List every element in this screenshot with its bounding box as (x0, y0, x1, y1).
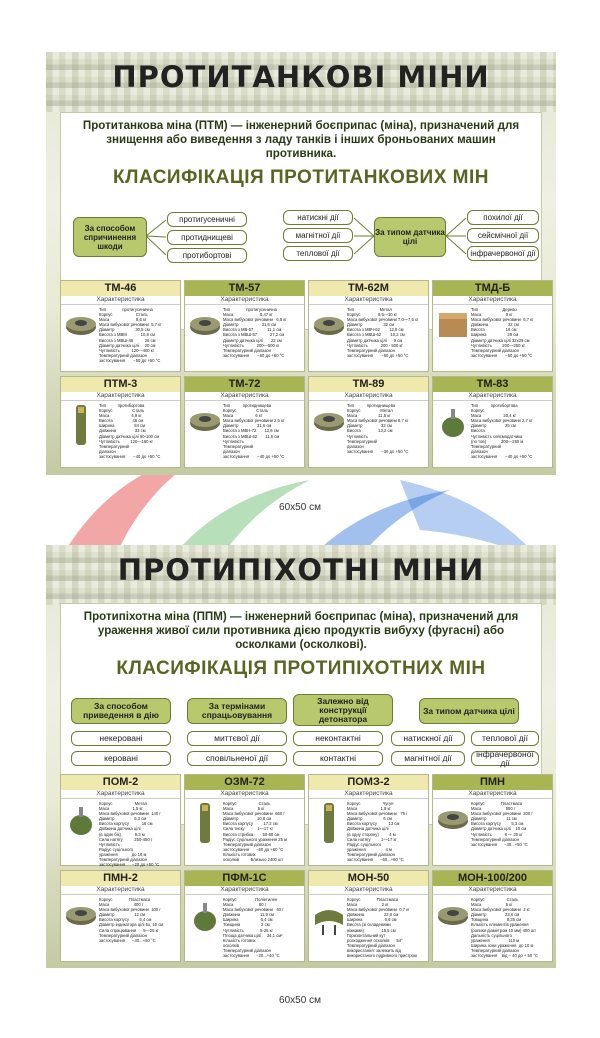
mine-specs: Тип протибортова Корпус Маса 20,4 кг Маса вибухової речовини 2,7 кг Діаметр 25 см Висота Чутливість сейсмодатчика (по тов) 200—250 м Температурний діапазон застосування −40 до +50 °С (471, 403, 533, 459)
characteristics-label: Характеристика (309, 296, 428, 305)
mine-specs: Тип Дерево Маса 9 кг Маса вибухової речовини 6,7 кг Довжина 32 см Висота 16 см Ширина 29 см Діаметр датчика цілі 32х29 см Чутливість 200—250 кг Температурний діапазон застосування −50 до +50 °С (471, 307, 534, 358)
mine-image (436, 403, 470, 449)
size-caption: 60х50 см (279, 502, 321, 513)
definition-text: Протипіхотна міна (ППМ) — інженерний боєприпас (міна), призначений для ураження живої сили противника дією продуктів вибуху (фугасні) або осколками (осколкові). (83, 610, 519, 651)
mine-name: ПМН (433, 775, 552, 790)
definition-text: Протитанкова міна (ПТМ) — інженерний боєприпас (міна), призначений для знищення або виведення з ладу танків і інших броньованих машин противника. (82, 119, 520, 160)
mine-card (60, 774, 181, 866)
class-item: натискної дії (391, 731, 465, 746)
mine-image (64, 307, 98, 353)
class-item: інфрачервоної дії (471, 751, 539, 766)
mine-name: ТМ-83 (433, 377, 552, 392)
class-item: сейсмічної дії (467, 228, 539, 243)
characteristics-label: Характеристика (61, 790, 180, 799)
mine-specs: Корпус Метал Маса 1,5 кг Маса вибухової речовини 140 г Діаметр 6,3 см Висота корпусу 18 см Довжина датчика цілі (в один бік) 9,3 м Сила натягу 250-450 г Чутливість Радіус суцільного ураження до 16 м Температурний діапазон застосування −20 до +50 °С (99, 801, 161, 868)
mine-card (308, 774, 429, 866)
class-item: протиднищеві (167, 230, 247, 245)
mine-name: МОН-100/200 (433, 871, 552, 886)
mine-card (184, 870, 305, 962)
mine-card (60, 376, 181, 468)
mine-specs: Тип протиднищева Корпус Сталь Маса 6 кг Маса вибухової речовини 2,5 кг Діаметр 31,6 см Висота з МВН-72 12,6 см Висота з МВШ-62 11,5 см Чутливість Температурний діапазон застосування −40 до +50 °С (223, 403, 285, 459)
characteristics-label: Характеристика (61, 392, 180, 401)
characteristics-label: Характеристика (185, 296, 304, 305)
mine-image (312, 801, 346, 847)
mine-card (308, 870, 429, 962)
mine-name: ПОМ-2 (61, 775, 180, 790)
mine-image (312, 307, 346, 353)
class-item: сповільненої дії (187, 751, 287, 766)
class-item: протибортові (167, 248, 247, 263)
mine-specs: Тип протигусенична Маса 8,47 кг Маса вибухової речовини 6,5 кг Діаметр 31,6 см Висота з МВ-57 11,1 см Висота з МВШ-57 27,2 см Діаметр датчика цілі 22 см Чутливість 200—500 кг Температурний діапазон застосування −60 до +60 °С (223, 307, 287, 358)
mine-name: ПОМЗ-2 (309, 775, 428, 790)
mine-image (188, 801, 222, 847)
mine-image (64, 801, 98, 847)
mine-card (184, 280, 305, 372)
mine-specs: Тип протигусеничнa Корпус Сталь Маса 8,6 кг Маса вибухової речовини 5,7 кг Діаметр 30,5 см Висота з МВМ 10,8 см Висота з МВШ-46 26 см Діаметр датчика цілі 20 см Чутливість 120—400 кг Температурний діапазон застосування −50 до +50 °С (99, 307, 162, 363)
class-item: інфрачервоної дії (467, 246, 539, 261)
mine-card (432, 870, 553, 962)
mine-image (188, 897, 222, 943)
class-item: некеровані (71, 731, 171, 746)
mine-name: ПМН-2 (61, 871, 180, 886)
class-item: магнітної дії (283, 228, 353, 243)
mine-card (184, 376, 305, 468)
mine-card (60, 280, 181, 372)
mine-name: ТМ-72 (185, 377, 304, 392)
mine-specs: Корпус Пластмаса Маса 2 кг Маса вибухової речовини 0,7 кг Довжина 22,6 см Ширина 6,6 см Висота (зі складеними ніжками) 15,5 см Горизонтальний кут розходження осколків 54° Температурний діапазон використання: залежить від використаного підривного пристрою (347, 897, 418, 959)
mine-card (60, 870, 181, 962)
class-item: натискні дії (283, 210, 353, 225)
mine-image (188, 403, 222, 449)
characteristics-label: Характеристика (433, 790, 552, 799)
poster-title: ПРОТИТАНКОВІ МІНИ (112, 60, 490, 94)
characteristics-label: Характеристика (185, 886, 304, 895)
mine-name: ТМ-89 (309, 377, 428, 392)
class-item: теплової дії (471, 731, 539, 746)
mine-specs: Корпус Пластмаса Маса 400 г Маса вибухової речовини 100 г Діаметр 12 см Висота корпусу 5,4 см Діаметр індикатора цілі 6х, 10 см Сила спрацювання 5—25 кг Температурний діапазон застосування −40...+50 °С (99, 897, 164, 943)
characteristics-label: Характеристика (61, 296, 180, 305)
class-item: магнітної дії (391, 751, 465, 766)
mine-image (312, 897, 346, 943)
class-item: похилої дії (467, 210, 539, 225)
mine-image (312, 403, 346, 449)
mine-image (64, 403, 98, 449)
mine-image (436, 897, 470, 943)
classification-heading: КЛАСИФІКАЦІЯ ПРОТИТАНКОВИХ МІН (113, 167, 489, 188)
mine-image (188, 307, 222, 353)
mine-specs: Корпус Поліетилен Маса 80 г Маса вибухової речовини 40 г Довжина 11,9 см Ширина 6,4 см Товщина 2 см Чутливість 5-25 кг Площа датчика цілі 34,1 см² Кількість готових осколків Температурний діапазон застосування −20...+40 °С (223, 897, 284, 959)
mine-specs: Тип Метал Корпус 9,5—10 кг Маса вибухової речовини 7,0—7,5 кг Діаметр 32 см Висота з МВЧ-62 12,8 см Висота з МВШ-62 10,2 см Діаметр датчика цілі 9 см Чутливість 200 - 500 кг Температурний діапазон застосування −50 до +50 °С (347, 307, 419, 358)
mine-card (184, 774, 305, 866)
class-item: теплової дії (283, 246, 353, 261)
characteristics-label: Характеристика (433, 392, 552, 401)
characteristics-label: Характеристика (309, 886, 428, 895)
mine-specs: Корпус Чугун Маса 1,8 кг Маса вибухової речовини 75 г Діаметр 6 см Висота корпусу 13 см Довжина датчика цілі (в одну сторону) 4 м Сила натягу 1—17 кг Радіус суцільного ураження 4 м Температурний діапазон застосування −60...+60 °С (347, 801, 408, 863)
class-by-sensor: За типом датчика цілі (419, 698, 519, 724)
mine-name: ТМ-57 (185, 281, 304, 296)
class-item: керовані (71, 751, 171, 766)
class-by-sensor: За типом датчика цілі (374, 217, 446, 257)
mine-specs: Корпус Сталь Маса 5 кг Маса вибухової речовини 2 кг Діаметр 23,6 см Товщина 8,25 см Кількість елементів ураження (ролики діаметром 10 мм) 400 шт Дальність суцільного ураження 110 м Ширина зони ураження до 10 м Температурний діапазон застосування від − 40 до + 50 °С (471, 897, 539, 959)
mine-name: ТМД-Б (433, 281, 552, 296)
class-by-timing: За термінами спрацьовування (187, 698, 287, 724)
mine-card (308, 280, 429, 372)
mine-name: ТМ-62М (309, 281, 428, 296)
poster-antipersonnel-mines (46, 545, 556, 968)
classification-heading: КЛАСИФІКАЦІЯ ПРОТИПІХОТНИХ МІН (116, 658, 486, 679)
mine-specs: Корпус Сталь Маса 5 кг Маса вибухової речовини 660 г Діаметр 10,8 см Висота корпусу 17,2 см Сила тиску 1—17 кг Висота стрибка 50-60 см Радіус суцільного ураження 25 м Температурний діапазон застосування −60 до +60 °С Кількість готових осколків Близько 2400 шт (223, 801, 287, 863)
class-item: миттєвої дії (187, 731, 287, 746)
poster-title: ПРОТИПІХОТНІ МІНИ (117, 553, 485, 587)
mine-card (308, 376, 429, 468)
poster-antitank-mines (46, 52, 556, 475)
class-by-activation: За способом приведення в дію (71, 698, 171, 724)
mine-image (436, 307, 470, 353)
characteristics-label: Характеристика (309, 392, 428, 401)
mine-image (64, 897, 98, 943)
characteristics-label: Характеристика (309, 790, 428, 799)
class-item: контактні (293, 751, 383, 766)
class-by-detonator: Залежно від конструкції детонатора (293, 694, 393, 726)
mine-name: ПФМ-1С (185, 871, 304, 886)
mine-name: МОН-50 (309, 871, 428, 886)
class-item: неконтактні (293, 731, 383, 746)
class-item: протигусеничні (167, 212, 247, 227)
characteristics-label: Характеристика (433, 296, 552, 305)
mine-name: ПТМ-3 (61, 377, 180, 392)
mine-specs: Тип протиднищева Корпус Метал Маса 11,5 кг Маса вибухової речовини 6,7 кг Діаметр 32 см Висота 13,2 см Чутливість Температурний діапазон застосування −30 до +50 °С (347, 403, 409, 454)
mine-card (432, 280, 553, 372)
characteristics-label: Характеристика (61, 886, 180, 895)
mine-card (432, 376, 553, 468)
mine-specs: Корпус Пластмаса Маса 550 г Маса вибухової речовини 200 г Діаметр 11 см Висота корпусу 5,3 см Діаметр датчика цілі 10 см Чутливість 8 — 20 кг Температурний діапазон застосування −40...+50 °С (471, 801, 533, 847)
mine-name: ОЗМ-72 (185, 775, 304, 790)
characteristics-label: Характеристика (185, 790, 304, 799)
class-by-damage: За способом спричинення шкоди (73, 217, 147, 257)
mine-image (436, 801, 470, 847)
mine-name: ТМ-46 (61, 281, 180, 296)
mine-card (432, 774, 553, 866)
characteristics-label: Характеристика (433, 886, 552, 895)
size-caption: 60х50 см (279, 995, 321, 1006)
mine-specs: Тип протибортова Корпус Сталь Маса 4,9 кг Висота 46 см Ширина 84 см Довжина 33 см Діаметр датчика цілі 50-100 см Чутливість 120—160 кг Температурний діапазон застосування −40 до +50 °С (99, 403, 161, 459)
characteristics-label: Характеристика (185, 392, 304, 401)
